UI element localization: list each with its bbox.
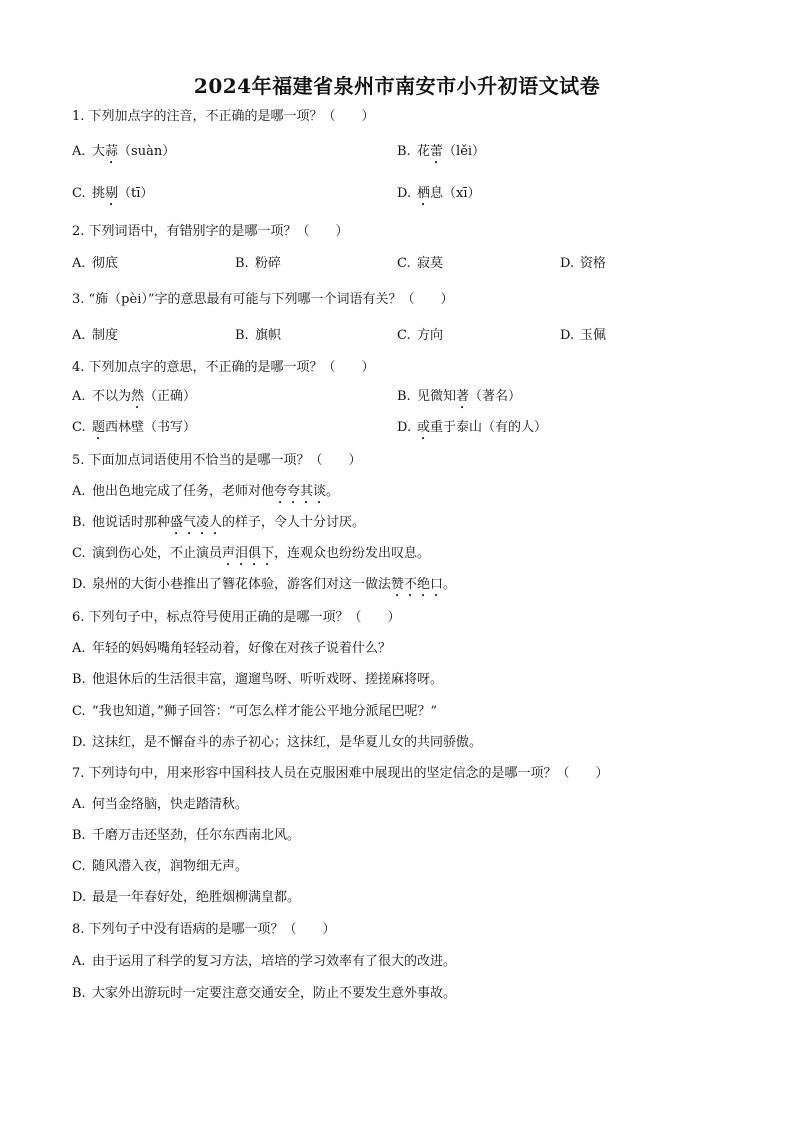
question-3-option-a[interactable] bbox=[72, 327, 118, 345]
question-5-option-d[interactable] bbox=[72, 576, 456, 600]
option-letter: C. bbox=[72, 859, 86, 874]
option-letter: B. bbox=[72, 986, 86, 1001]
dotted-phrase: 声泪俱下 bbox=[222, 546, 275, 561]
question-4-option-d[interactable] bbox=[397, 419, 547, 443]
option-letter: A. bbox=[72, 256, 86, 271]
option-text-post: ，连观众也纷纷发出叹息。 bbox=[274, 546, 431, 561]
option-text: 旗帜 bbox=[255, 328, 282, 343]
option-text: 制度 bbox=[92, 328, 119, 343]
question-6-stem: 6. 下列句子中，标点符号使用正确的是哪一项？（ ） bbox=[72, 610, 401, 625]
option-letter: A. bbox=[72, 484, 86, 499]
dotted-char: 蕾 bbox=[430, 144, 444, 159]
option-letter: A. bbox=[72, 797, 86, 812]
option-letter: C. bbox=[397, 256, 411, 271]
option-letter: B. bbox=[72, 828, 86, 843]
option-text-post: 息（xī） bbox=[430, 186, 481, 201]
option-text: 这抹红，是不懈奋斗的赤子初心；这抹红，是华夏儿女的共同骄傲。 bbox=[92, 735, 483, 750]
option-text: 资格 bbox=[580, 256, 607, 271]
option-text: 千磨万击还坚劲，任尔东西南北风。 bbox=[92, 828, 301, 843]
option-letter: D. bbox=[72, 735, 87, 750]
option-letter: A. bbox=[72, 389, 86, 404]
option-letter: D. bbox=[72, 890, 87, 905]
question-6-option-c[interactable] bbox=[72, 703, 437, 721]
question-1-option-c[interactable] bbox=[72, 185, 153, 209]
dotted-char: 然 bbox=[131, 389, 145, 404]
question-2-stem: 2. 下列词语中，有错别字的是哪一项？（ ） bbox=[72, 224, 349, 239]
option-text-post: （著名） bbox=[469, 389, 522, 404]
option-letter: B. bbox=[235, 328, 249, 343]
dotted-char: 栖 bbox=[417, 186, 431, 201]
question-2-option-b[interactable] bbox=[235, 255, 281, 273]
dotted-char: 蒜 bbox=[105, 144, 119, 159]
question-3-option-d[interactable] bbox=[560, 327, 606, 345]
question-7-option-a[interactable] bbox=[72, 796, 248, 814]
question-5-option-b[interactable] bbox=[72, 514, 365, 538]
option-text-pre: 泉州的大街小巷推出了簪花体验，游客们对这一做法 bbox=[92, 577, 392, 592]
question-6-option-d[interactable] bbox=[72, 734, 482, 752]
question-8-option-b[interactable] bbox=[72, 985, 456, 1003]
question-7-option-d[interactable] bbox=[72, 889, 300, 907]
option-letter: A. bbox=[72, 328, 86, 343]
question-2-option-c[interactable] bbox=[397, 255, 443, 273]
option-text: 粉碎 bbox=[255, 256, 282, 271]
question-3-stem: 3. “旆（pèi）”字的意思最有可能与下列哪一个词语有关？（ ） bbox=[72, 292, 454, 307]
option-letter: A. bbox=[72, 144, 86, 159]
option-text: 最是一年春好处，绝胜烟柳满皇都。 bbox=[92, 890, 301, 905]
option-text: 年轻的妈妈嘴角轻轻动着，好像在对孩子说着什么？ bbox=[92, 641, 392, 656]
question-1-option-a[interactable] bbox=[72, 143, 175, 167]
question-5-stem: 5. 下面加点词语使用不恰当的是哪一项？（ ） bbox=[72, 453, 362, 468]
option-text: 玉佩 bbox=[580, 328, 607, 343]
option-letter: C. bbox=[72, 704, 86, 719]
question-1-option-d[interactable] bbox=[397, 185, 481, 209]
option-text-post: 西林壁（书写） bbox=[105, 420, 197, 435]
question-4-option-c[interactable] bbox=[72, 419, 196, 443]
option-letter: A. bbox=[72, 641, 86, 656]
option-letter: C. bbox=[72, 546, 86, 561]
option-text-post: 。 bbox=[443, 577, 457, 592]
question-7-option-c[interactable] bbox=[72, 858, 248, 876]
option-letter: B. bbox=[235, 256, 249, 271]
option-text: 寂莫 bbox=[417, 256, 444, 271]
question-6-option-a[interactable] bbox=[72, 640, 391, 658]
option-letter: D. bbox=[560, 328, 575, 343]
option-text-pre: 花 bbox=[417, 144, 431, 159]
option-text-pre: 他说话时那种 bbox=[92, 515, 171, 530]
option-text-pre: 不以为 bbox=[92, 389, 132, 404]
question-1-option-b[interactable] bbox=[397, 143, 485, 167]
question-8-stem: 8. 下列句子中没有语病的是哪一项？（ ） bbox=[72, 922, 336, 937]
question-2-option-a[interactable] bbox=[72, 255, 118, 273]
option-text-post: （lěi） bbox=[443, 144, 486, 159]
dotted-phrase: 赞不绝口 bbox=[391, 577, 444, 592]
option-text-pre: 大 bbox=[92, 144, 106, 159]
question-6-option-b[interactable] bbox=[72, 671, 443, 689]
question-4-option-a[interactable] bbox=[72, 388, 196, 412]
option-text: “我也知道，”狮子回答：“可怎么样才能公平地分派尾巴呢？” bbox=[92, 704, 438, 719]
option-text: 彻底 bbox=[92, 256, 119, 271]
option-text-pre: 见微知 bbox=[417, 389, 457, 404]
option-text-post: （tī） bbox=[118, 186, 154, 201]
dotted-char: 题 bbox=[92, 420, 106, 435]
question-7-stem: 7. 下列诗句中，用来形容中国科技人员在克服困难中展现出的坚定信念的是哪一项？（ ） bbox=[72, 766, 609, 781]
option-text: 随风潜入夜，润物细无声。 bbox=[92, 859, 249, 874]
option-text: 大家外出游玩时一定要注意交通安全，防止不要发生意外事故。 bbox=[92, 986, 457, 1001]
option-letter: C. bbox=[72, 186, 86, 201]
option-text-post: 的样子，令人十分讨厌。 bbox=[222, 515, 366, 530]
option-text-pre: 他出色地完成了任务，老师对他 bbox=[92, 484, 275, 499]
question-5-option-c[interactable] bbox=[72, 545, 430, 569]
option-text-pre: 演到伤心处，不止演员 bbox=[92, 546, 223, 561]
option-letter: A. bbox=[72, 954, 86, 969]
option-text: 由于运用了科学的复习方法，培培的学习效率有了很大的改进。 bbox=[92, 954, 457, 969]
option-text: 何当金络脑，快走踏清秋。 bbox=[92, 797, 249, 812]
option-text: 方向 bbox=[417, 328, 444, 343]
option-text-pre: 挑 bbox=[92, 186, 106, 201]
page-title: 2024年福建省泉州市南安市小升初语文试卷 bbox=[193, 74, 601, 98]
question-4-stem: 4. 下列加点字的意思，不正确的是哪一项？（ ） bbox=[72, 360, 375, 375]
option-letter: D. bbox=[560, 256, 575, 271]
question-2-option-d[interactable] bbox=[560, 255, 606, 273]
option-text-post: 。 bbox=[326, 484, 340, 499]
question-1-stem: 1. 下列加点字的注音，不正确的是哪一项？（ ） bbox=[72, 109, 375, 124]
dotted-phrase: 夸夸其谈 bbox=[274, 484, 327, 499]
dotted-char: 著 bbox=[456, 389, 470, 404]
option-letter: B. bbox=[72, 515, 86, 530]
question-3-option-c[interactable] bbox=[397, 327, 443, 345]
dotted-char: 或 bbox=[417, 420, 431, 435]
option-text: 他退休后的生活很丰富，遛遛鸟呀、听听戏呀、搓搓麻将呀。 bbox=[92, 672, 444, 687]
option-letter: D. bbox=[397, 420, 412, 435]
dotted-char: 剔 bbox=[105, 186, 119, 201]
option-text-post: 重于泰山（有的人） bbox=[430, 420, 548, 435]
option-letter: D. bbox=[397, 186, 412, 201]
question-3-option-b[interactable] bbox=[235, 327, 281, 345]
option-text-post: （正确） bbox=[144, 389, 197, 404]
option-letter: C. bbox=[397, 328, 411, 343]
option-letter: B. bbox=[397, 144, 411, 159]
option-letter: B. bbox=[72, 672, 86, 687]
question-7-option-b[interactable] bbox=[72, 827, 300, 845]
question-8-option-a[interactable] bbox=[72, 953, 456, 971]
option-letter: B. bbox=[397, 389, 411, 404]
dotted-phrase: 盛气凌人 bbox=[170, 515, 223, 530]
option-letter: D. bbox=[72, 577, 87, 592]
option-text-post: （suàn） bbox=[118, 144, 176, 159]
option-letter: C. bbox=[72, 420, 86, 435]
question-4-option-b[interactable] bbox=[397, 388, 521, 412]
question-5-option-a[interactable] bbox=[72, 483, 339, 507]
